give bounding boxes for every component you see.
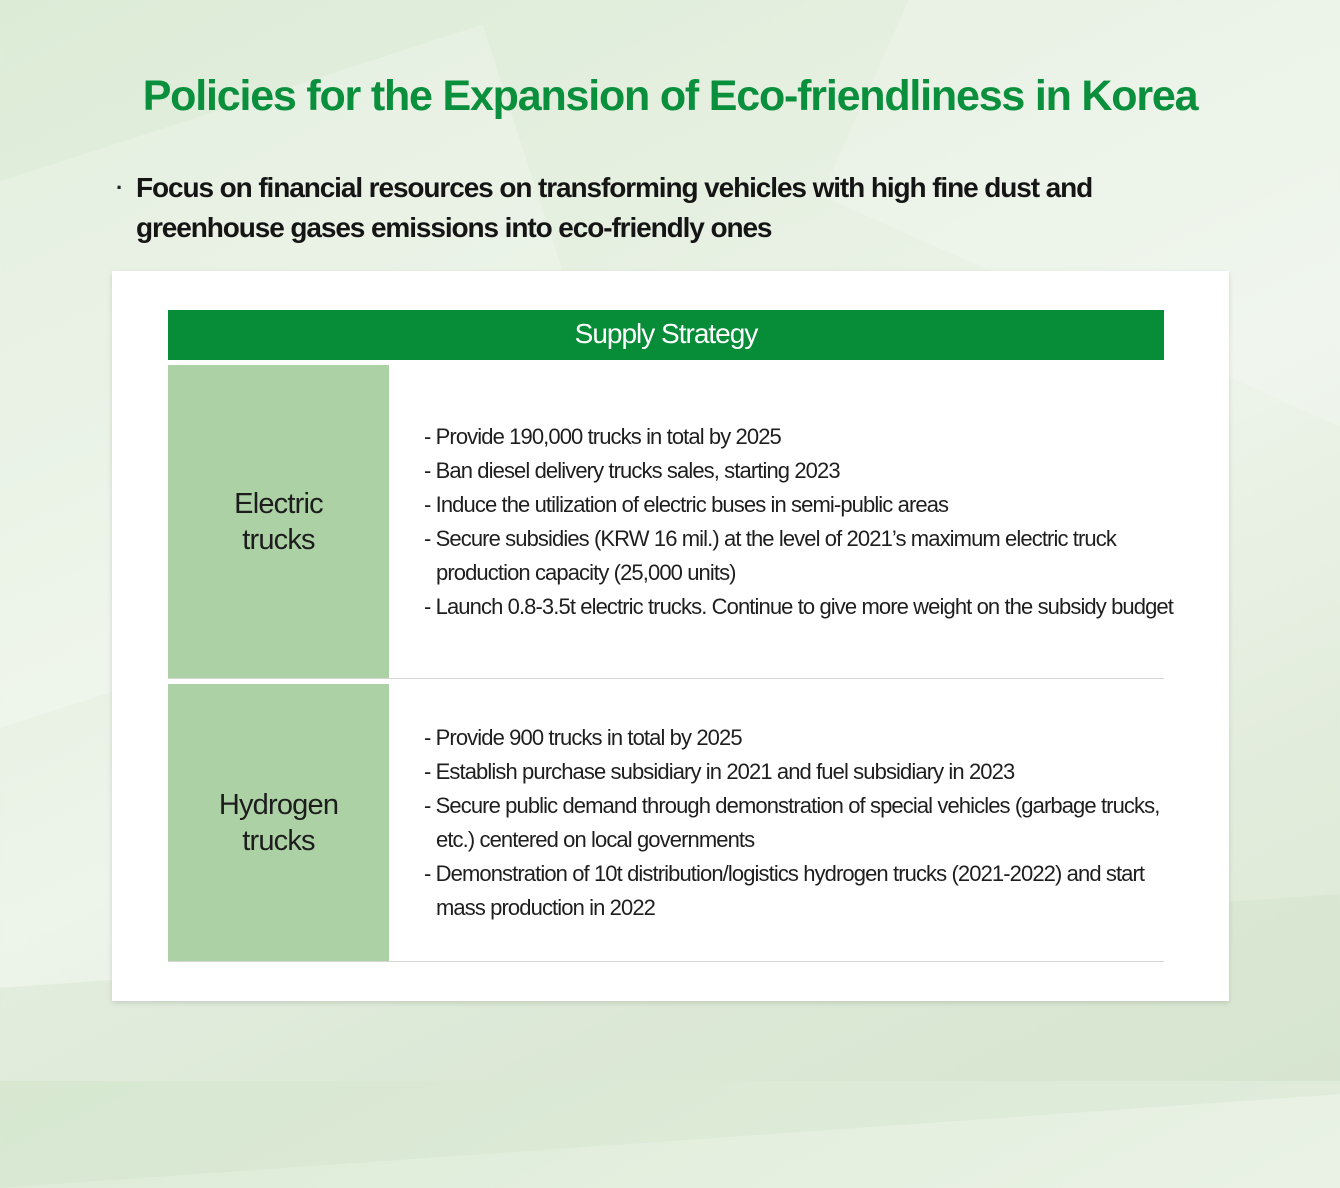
- list-item: - Establish purchase subsidiary in 2021 and fuel subsidiary in 2023: [424, 758, 1015, 784]
- list-item: - Induce the utilization of electric buses in semi-public areas: [424, 491, 949, 517]
- list-item: - Secure public demand through demonstration of special vehicles (garbage trucks, etc.) centered on local governments: [424, 792, 1160, 852]
- list-item: - Provide 190,000 trucks in total by 2025: [424, 423, 781, 449]
- list-item: - Provide 900 trucks in total by 2025: [424, 724, 742, 750]
- row-label: [168, 684, 389, 961]
- list-item: - Demonstration of 10t distribution/logistics hydrogen trucks (2021-2022) and start mass production in 2022: [424, 860, 1145, 920]
- row-label-text: Electric trucks: [234, 487, 323, 556]
- page-title: Policies for the Expansion of Eco-friendliness in Korea: [142, 72, 1198, 120]
- table-header: Supply Strategy: [168, 310, 1164, 360]
- list-item: - Launch 0.8-3.5t electric trucks. Continue to give more weight on the subsidy budget: [424, 593, 1173, 619]
- table-row-electric-trucks: [168, 365, 1173, 679]
- row-content: [424, 684, 1184, 961]
- table-row-hydrogen-trucks: [168, 684, 1164, 962]
- strategy-card: [112, 271, 1229, 1001]
- row-content: [424, 365, 1184, 678]
- row-label-text: Hydrogen trucks: [218, 788, 339, 857]
- summary-bullet: [116, 168, 1216, 248]
- summary-text: Focus on financial resources on transforming vehicles with high fine dust and greenhouse gases emissions into eco-friendly ones: [136, 172, 1093, 243]
- row-label: [168, 365, 389, 678]
- list-item: - Ban diesel delivery trucks sales, starting 2023: [424, 457, 840, 483]
- list-item: - Secure subsidies (KRW 16 mil.) at the level of 2021’s maximum electric truck production capacity (25,000 units): [424, 525, 1116, 585]
- bullet-marker: ·: [116, 175, 124, 200]
